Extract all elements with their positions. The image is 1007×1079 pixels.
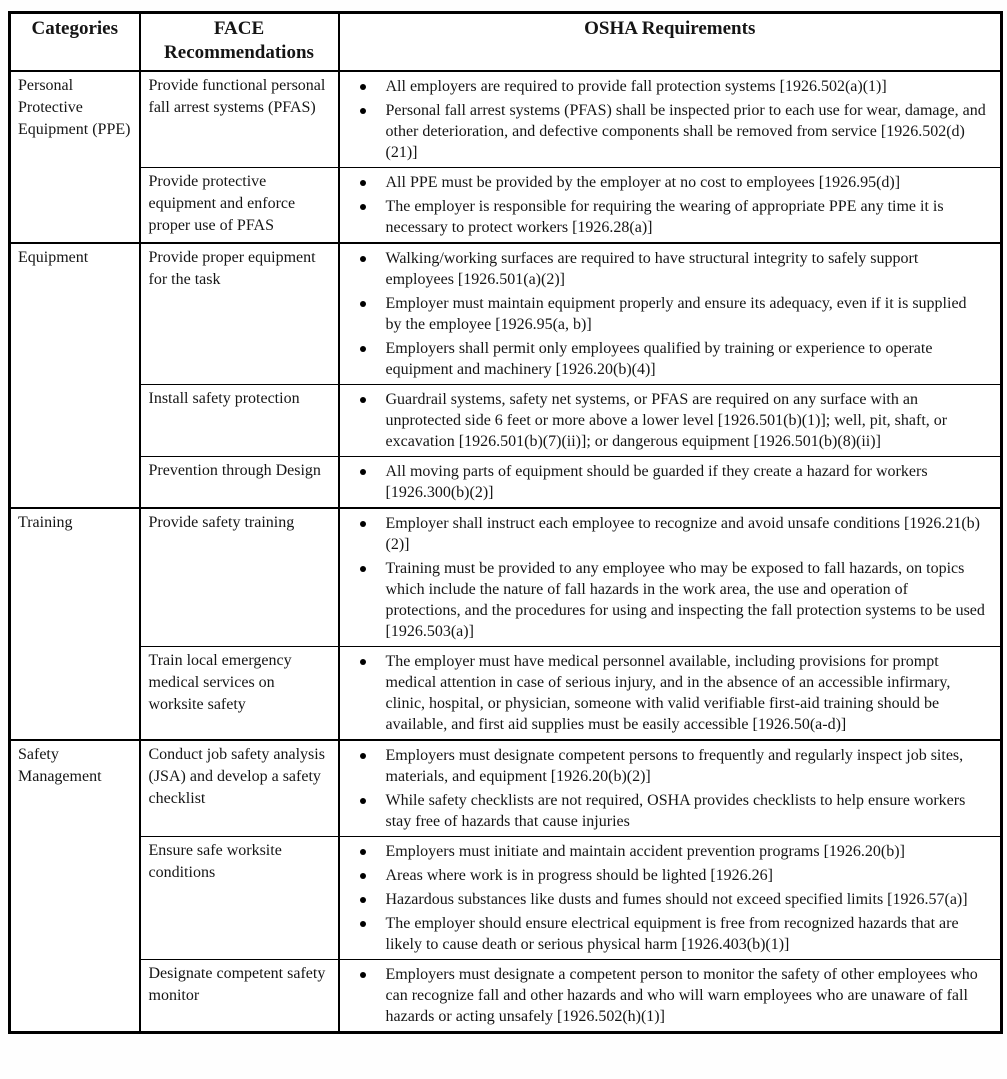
face-cell: Designate competent safety monitor (140, 960, 339, 1033)
bullet-icon (360, 469, 366, 475)
category-cell-equipment: Equipment (10, 243, 140, 508)
bullet-icon (360, 108, 366, 114)
table-row (10, 740, 1002, 837)
face-cell: Prevention through Design (140, 457, 339, 509)
bullet-icon (360, 256, 366, 262)
osha-bullet-text: Employer must maintain equipment properly and ensure its adequacy, even if it is supplied by the employee [1926.95(a, b)] (385, 295, 967, 333)
category-cell-safety-management: Safety Management (10, 740, 140, 1033)
osha-cell (339, 837, 1002, 960)
osha-bullet-item (340, 841, 987, 862)
osha-bullet-text: The employer must have medical personnel available, including provisions for prompt medical attention in case of serious injury, and in the absence of an accessible infirmary, clinic, hospital, or physician, someone with valid verifiable first-aid training should be available, and first aid supplies must be easily accessible [1926.50(a-d)] (385, 653, 951, 733)
osha-bullet-item (340, 100, 987, 163)
osha-bullet-item (340, 389, 987, 452)
osha-bullet-item (340, 964, 987, 1027)
osha-bullet-text: Hazardous substances like dusts and fumes should not exceed specified limits [1926.57(a)] (385, 891, 968, 908)
osha-bullet-text: All employers are required to provide fall protection systems [1926.502(a)(1)] (385, 78, 887, 95)
osha-bullet-text: While safety checklists are not required, OSHA provides checklists to help ensure workers stay free of hazards that cause injuries (385, 792, 966, 830)
table-row (10, 457, 1002, 509)
face-cell: Train local emergency medical services on worksite safety (140, 647, 339, 741)
bullet-icon (360, 204, 366, 210)
bullet-icon (360, 849, 366, 855)
osha-cell (339, 168, 1002, 244)
bullet-icon (360, 521, 366, 527)
osha-bullet-item (340, 651, 987, 735)
bullet-icon (360, 301, 366, 307)
osha-cell (339, 71, 1002, 168)
osha-cell (339, 243, 1002, 385)
osha-bullet-item (340, 172, 987, 193)
bullet-icon (360, 873, 366, 879)
face-cell: Ensure safe worksite conditions (140, 837, 339, 960)
osha-bullet-item (340, 913, 987, 955)
face-cell: Conduct job safety analysis (JSA) and develop a safety checklist (140, 740, 339, 837)
table-row (10, 960, 1002, 1033)
osha-bullet-text: The employer should ensure electrical equipment is free from recognized hazards that are likely to cause death or serious physical harm [1926.403(b)(1)] (385, 915, 959, 953)
osha-bullet-item (340, 513, 987, 555)
osha-bullet-text: Walking/working surfaces are required to have structural integrity to safely support employees [1926.501(a)(2)] (385, 250, 919, 288)
table-row (10, 508, 1002, 647)
osha-bullet-item (340, 196, 987, 238)
bullet-icon (360, 798, 366, 804)
osha-bullet-item (340, 889, 987, 910)
osha-bullet-text: Employers must designate a competent person to monitor the safety of other employees who can recognize fall and other hazards and who will warn employees who are unaware of fall hazards or acting unsafely [1926.502(h)(1)] (385, 966, 978, 1025)
osha-bullet-text: The employer is responsible for requiring the wearing of appropriate PPE any time it is necessary to protect workers [1926.28(a)] (385, 198, 944, 236)
osha-cell (339, 647, 1002, 741)
osha-bullet-item (340, 76, 987, 97)
osha-cell (339, 960, 1002, 1033)
bullet-icon (360, 180, 366, 186)
osha-bullet-text: Guardrail systems, safety net systems, or PFAS are required on any surface with an unprotected side 6 feet or more above a lower level [1926.501(b)(1)]; well, pit, shaft, or excavation [1926.501(b)(7)(ii)]; or dangerous equipment [1926.501(b)(8)(ii)] (385, 391, 948, 450)
table-row (10, 168, 1002, 244)
bullet-icon (360, 921, 366, 927)
category-cell-ppe: Personal Protective Equipment (PPE) (10, 71, 140, 243)
osha-bullet-text: All PPE must be provided by the employer at no cost to employees [1926.95(d)] (385, 174, 901, 191)
osha-bullet-text: Training must be provided to any employee who may be exposed to fall hazards, on topics which include the nature of fall hazards in the work area, the use and operation of protections, and the procedures for using and inspecting the fall protection systems to be used [1926.503(a)] (385, 560, 985, 640)
header-categories: Categories (10, 13, 140, 72)
table-row (10, 243, 1002, 385)
bullet-icon (360, 346, 366, 352)
osha-bullet-text: Employers must designate competent persons to frequently and regularly inspect job sites, materials, and equipment [1926.20(b)(2)] (385, 747, 964, 785)
bullet-icon (360, 566, 366, 572)
osha-bullet-text: Employers must initiate and maintain accident prevention programs [1926.20(b)] (385, 843, 905, 860)
osha-bullet-item (340, 338, 987, 380)
table-row (10, 647, 1002, 741)
osha-bullet-item (340, 790, 987, 832)
osha-bullet-text: Employers shall permit only employees qualified by training or experience to operate equipment and machinery [1926.20(b)(4)] (385, 340, 933, 378)
bullet-icon (360, 397, 366, 403)
osha-bullet-item (340, 461, 987, 503)
header-face-recommendations: FACE Recommendations (140, 13, 339, 72)
face-cell: Provide proper equipment for the task (140, 243, 339, 385)
table-row (10, 385, 1002, 457)
bullet-icon (360, 84, 366, 90)
osha-bullet-item (340, 248, 987, 290)
osha-bullet-item (340, 293, 987, 335)
header-row (10, 13, 1002, 72)
osha-cell (339, 740, 1002, 837)
bullet-icon (360, 753, 366, 759)
osha-cell (339, 457, 1002, 509)
table-row (10, 71, 1002, 168)
face-cell: Install safety protection (140, 385, 339, 457)
table-row (10, 837, 1002, 960)
osha-bullet-text: All moving parts of equipment should be guarded if they create a hazard for workers [1926.300(b)(2)] (385, 463, 928, 501)
face-cell: Provide safety training (140, 508, 339, 647)
face-osha-requirements-table (8, 11, 1003, 1034)
category-cell-training: Training (10, 508, 140, 740)
face-cell: Provide functional personal fall arrest systems (PFAS) (140, 71, 339, 168)
osha-cell (339, 385, 1002, 457)
osha-cell (339, 508, 1002, 647)
bullet-icon (360, 897, 366, 903)
osha-bullet-text: Employer shall instruct each employee to recognize and avoid unsafe conditions [1926.21(b)(2)] (385, 515, 980, 553)
osha-bullet-item (340, 558, 987, 642)
bullet-icon (360, 659, 366, 665)
face-cell: Provide protective equipment and enforce proper use of PFAS (140, 168, 339, 244)
osha-bullet-text: Personal fall arrest systems (PFAS) shall be inspected prior to each use for wear, damage, and other deterioration, and defective components shall be removed from service [1926.502(d)(21)] (385, 102, 986, 161)
osha-bullet-item (340, 745, 987, 787)
header-osha-requirements: OSHA Requirements (339, 13, 1002, 72)
osha-bullet-item (340, 865, 987, 886)
osha-bullet-text: Areas where work is in progress should be lighted [1926.26] (385, 867, 773, 884)
bullet-icon (360, 972, 366, 978)
